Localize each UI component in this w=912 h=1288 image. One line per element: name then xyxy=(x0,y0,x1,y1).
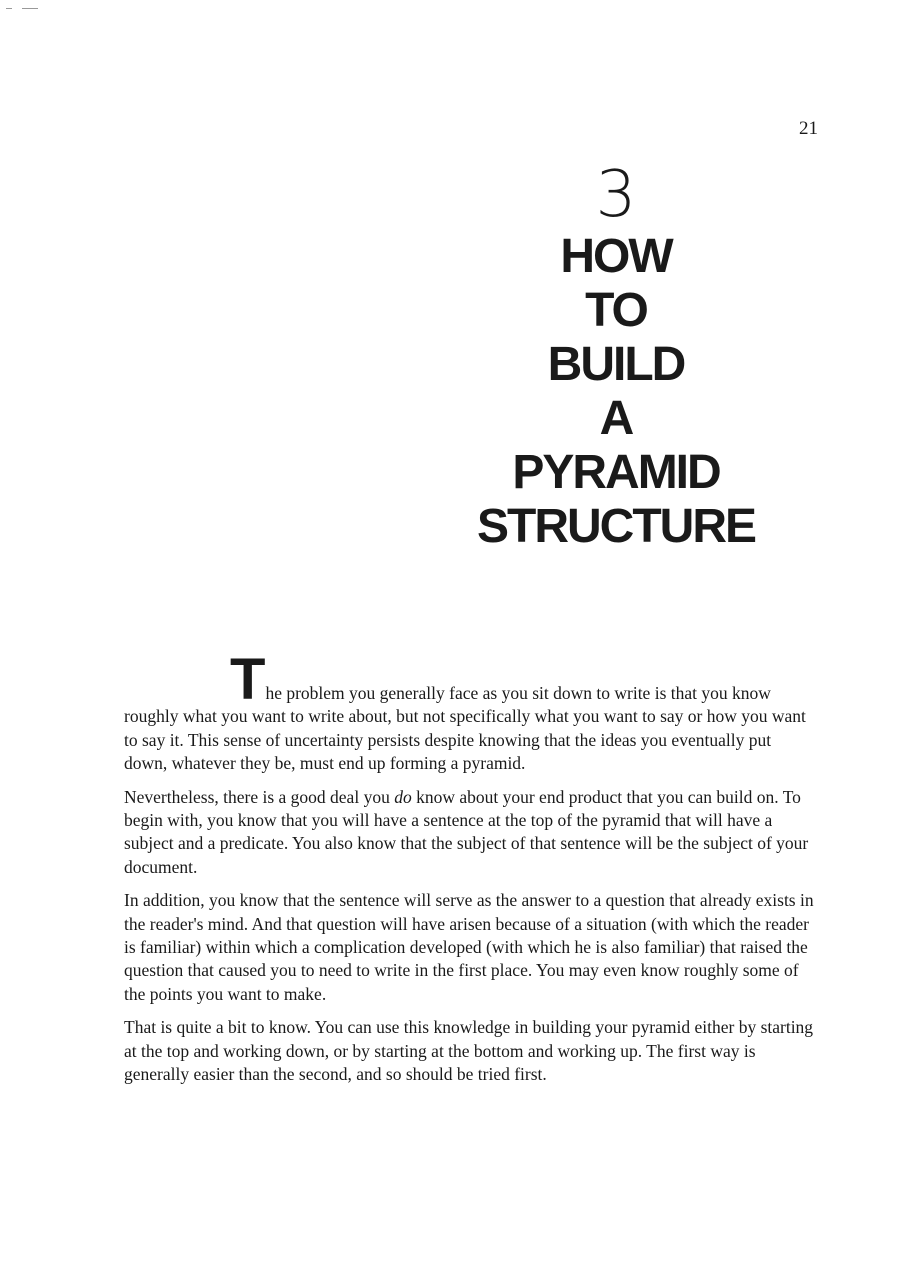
chapter-heading xyxy=(446,160,786,554)
paragraph-1-text: he problem you generally face as you sit down to write is that you know roughly what you want to write about, but not specifically what you want to say or how you want to say it. This sense of uncertainty persists despite knowing that the ideas you eventually put down, whatever they be, must end up forming a pyramid. xyxy=(124,683,806,774)
paragraph-2 xyxy=(124,786,818,880)
chapter-title-line: A xyxy=(599,392,633,445)
chapter-number: 3 xyxy=(595,158,637,232)
paragraph-2-start: Nevertheless, there is a good deal you xyxy=(124,786,395,807)
paragraph-2-emphasis: do xyxy=(394,786,412,807)
chapter-title-line: HOW xyxy=(560,230,672,283)
page-number: 21 xyxy=(799,118,818,139)
chapter-title-line: TO xyxy=(585,284,647,337)
chapter-title-line: STRUCTURE xyxy=(477,500,755,553)
dropcap: T xyxy=(230,647,266,712)
paragraph-4: That is quite a bit to know. You can use this knowledge in building your pyramid either by starting at the top and working down, or by starting at the bottom and working up. The first way is generally easier than the second, and so should be tried first. xyxy=(124,1017,814,1085)
paragraph-1 xyxy=(124,647,818,776)
chapter-title-line: BUILD xyxy=(547,338,685,391)
body-text xyxy=(124,647,818,1097)
scan-mark xyxy=(6,8,12,9)
paragraph-3: In addition, you know that the sentence will serve as the answer to a question that already exists in the reader's mind. And that question will have arisen because of a situation (with which the reader is familiar) within which a complication developed (with which he is also familiar) that raised the question that caused you to need to write in the first place. You may even know roughly some of the points you want to make. xyxy=(124,890,814,1004)
chapter-title-line: PYRAMID xyxy=(512,446,720,499)
scan-mark xyxy=(22,8,38,9)
paragraph-2-rest: know about your end product that you can build on. To begin with, you know that you will have a sentence at the top of the pyramid that will have a subject and a predicate. You also know that the subject of that sentence will be the subject of your document. xyxy=(124,786,809,877)
